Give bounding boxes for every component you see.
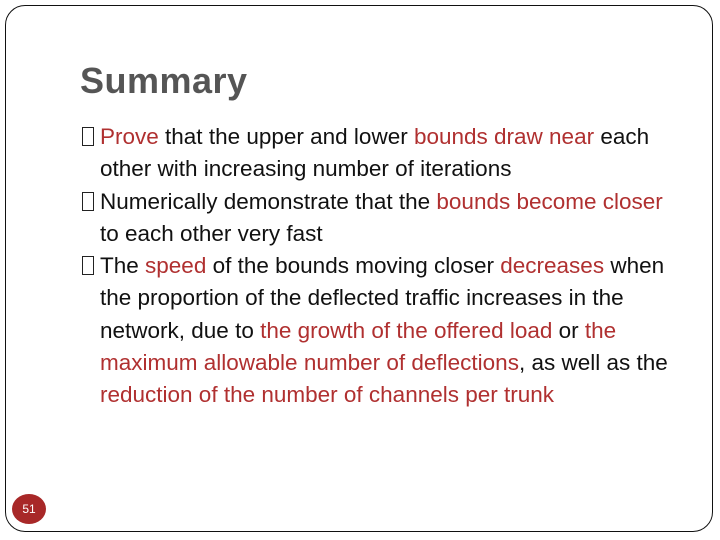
slide-title: Summary	[80, 60, 248, 101]
bullet-text-highlight: the maximum allowable number of deflections	[100, 317, 617, 376]
slide-number-badge: 51	[12, 494, 46, 524]
bullet-text: , as well as the	[518, 350, 668, 376]
bullet-text: that the upper and lower	[158, 124, 414, 149]
bullet-box-icon	[82, 127, 94, 146]
bullet-text: or	[552, 317, 585, 343]
bullet-text-highlight: bounds draw near	[413, 124, 595, 149]
bullet-text: each other with increasing number of iterations	[100, 124, 650, 182]
bullet-text-highlight: reduction of the number of channels per trunk	[100, 382, 555, 408]
bullet-list	[82, 121, 682, 412]
bullet-item	[82, 250, 682, 411]
bullet-text-highlight: bounds become closer	[436, 188, 663, 214]
bullet-text: to each other very fast	[100, 220, 323, 246]
bullet-text: Numerically demonstrate that the	[100, 188, 437, 214]
bullet-item	[82, 186, 682, 251]
bullet-text-highlight: Prove	[100, 124, 159, 149]
bullet-box-icon	[82, 192, 94, 211]
bullet-text: The	[100, 253, 146, 279]
bullet-text-highlight: decreases	[500, 253, 605, 279]
bullet-item	[82, 121, 682, 186]
bullet-text-highlight: the growth of the offered load	[260, 317, 553, 343]
bullet-text: when the proportion of the deflected traffic increases in the network, due to	[100, 253, 665, 343]
bullet-text-highlight: speed	[145, 253, 207, 279]
bullet-box-icon	[82, 256, 94, 275]
bullet-text: of the bounds moving closer	[206, 253, 501, 279]
